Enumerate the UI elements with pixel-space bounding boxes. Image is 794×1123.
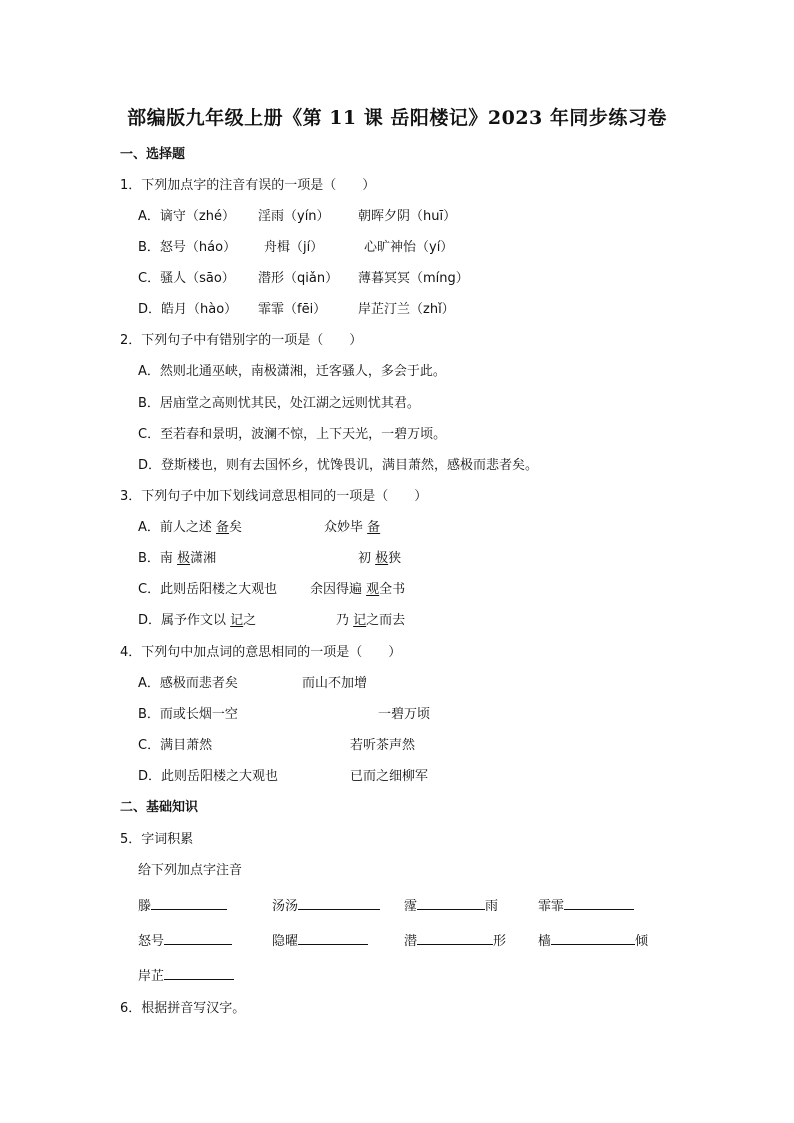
option-part: 若听茶声然 (350, 738, 416, 753)
answer-blank[interactable] (551, 931, 635, 945)
underlined-word: 记 (230, 613, 244, 628)
question-5-instruction: 给下列加点字注音 (138, 863, 243, 878)
option-part: 淫雨（yín） (258, 209, 330, 224)
fill-item: 汤汤 (272, 896, 380, 916)
option-part: 而山不加增 (302, 676, 368, 691)
option-part: B．怒号（háo） (138, 240, 237, 255)
question-2-option-c: C．至若春和景明，波澜不惊，上下天光，一碧万顷。 (138, 427, 447, 442)
option-right: 乃 记之而去 (336, 613, 406, 628)
fill-item: 樯 倾 (538, 931, 648, 951)
question-5-stem: 5．字词积累 (120, 832, 194, 847)
answer-blank[interactable] (151, 896, 227, 910)
option-part: B．而或长烟一空 (138, 707, 238, 722)
option-part: D．皓月（hào） (138, 302, 238, 317)
page-title: 部编版九年级上册《第 11 课 岳阳楼记》2023 年同步练习卷 (127, 107, 667, 129)
option-part: A．谪守（zhé） (138, 209, 235, 224)
question-2-stem: 2．下列句子中有错别字的一项是（ ） (120, 333, 363, 348)
question-2-option-b: B．居庙堂之高则忧其民，处江湖之远则忧其君。 (138, 396, 420, 411)
option-part: D．此则岳阳楼之大观也 (138, 769, 279, 784)
answer-blank[interactable] (417, 931, 493, 945)
question-4-stem: 4．下列句中加点词的意思相同的一项是（ ） (120, 645, 402, 660)
question-1-stem: 1．下列加点字的注音有误的一项是（ ） (120, 178, 376, 193)
answer-blank[interactable] (564, 896, 634, 910)
answer-blank[interactable] (298, 896, 380, 910)
option-part: 岸芷汀兰（zhǐ） (358, 302, 455, 317)
option-part: 一碧万顷 (378, 707, 431, 722)
underlined-word: 备 (216, 520, 230, 535)
option-part: 朝晖夕阴（huī） (358, 209, 457, 224)
fill-item: 潜 形 (404, 931, 506, 951)
answer-blank[interactable] (164, 931, 232, 945)
option-right: 余因得遍 观全书 (310, 582, 406, 597)
fill-item: 岸芷 (138, 966, 234, 986)
underlined-word: 记 (353, 613, 367, 628)
option-left: B．南 极潇湘 (138, 551, 217, 566)
fill-item: 滕 (138, 896, 227, 916)
fill-item: 霪 雨 (404, 896, 498, 916)
option-part: 已而之细柳军 (350, 769, 429, 784)
option-part: 心旷神怡（yí） (364, 240, 454, 255)
option-part: 霏霏（fēi） (258, 302, 327, 317)
answer-blank[interactable] (417, 896, 485, 910)
answer-blank[interactable] (298, 931, 368, 945)
option-left: C．此则岳阳楼之大观也 (138, 582, 278, 597)
option-left: D．属予作文以 记之 (138, 613, 257, 628)
underlined-word: 极 (375, 551, 389, 566)
option-part: 潜形（qiǎn） (258, 271, 339, 286)
option-right: 众妙毕 备 (324, 520, 381, 535)
fill-item: 怒号 (138, 931, 232, 951)
option-part: A．感极而悲者矣 (138, 676, 238, 691)
fill-item: 隐曜 (272, 931, 368, 951)
underlined-word: 观 (366, 582, 380, 597)
underlined-word: 极 (177, 551, 191, 566)
question-6-stem: 6．根据拼音写汉字。 (120, 1001, 246, 1016)
question-3-stem: 3．下列句子中加下划线词意思相同的一项是（ ） (120, 489, 428, 504)
option-part: 舟楫（jí） (264, 240, 324, 255)
underlined-word: 备 (367, 520, 381, 535)
fill-item: 霏霏 (538, 896, 634, 916)
section-heading-basics: 二、基础知识 (120, 800, 199, 815)
section-heading-choice: 一、选择题 (120, 147, 186, 162)
option-part: C．骚人（sāo） (138, 271, 235, 286)
option-right: 初 极狭 (358, 551, 402, 566)
option-part: 薄暮冥冥（míng） (358, 271, 469, 286)
option-left: A．前人之述 备矣 (138, 520, 243, 535)
question-2-option-d: D．登斯楼也，则有去国怀乡，忧馋畏讥，满目萧然，感极而悲者矣。 (138, 458, 539, 473)
option-part: C．满目萧然 (138, 738, 213, 753)
question-2-option-a: A．然则北通巫峡，南极潇湘，迁客骚人，多会于此。 (138, 364, 446, 379)
answer-blank[interactable] (164, 966, 234, 980)
